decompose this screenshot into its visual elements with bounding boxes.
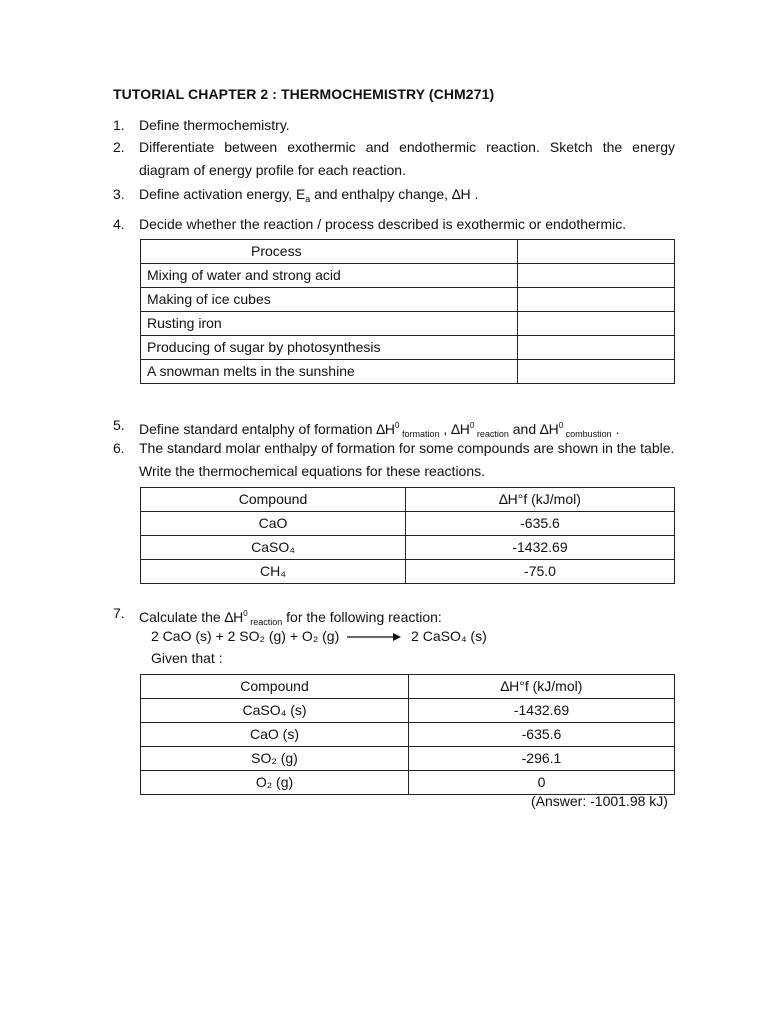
equation-reactants: 2 CaO (s) + 2 SO₂ (g) + O₂ (g)	[151, 628, 340, 644]
compound-cell: SO₂ (g)	[141, 747, 409, 771]
subscript: combustion	[563, 429, 612, 439]
question-number: 3.	[113, 186, 125, 202]
table-cell-empty	[518, 336, 675, 360]
question-number: 4.	[113, 216, 125, 232]
question-2	[113, 136, 675, 182]
question-3	[113, 183, 675, 211]
question-text-part: and ∆H	[508, 421, 559, 437]
table-row	[141, 336, 675, 360]
compound-cell: CaO (s)	[141, 723, 409, 747]
superscript: 0	[395, 421, 400, 430]
process-table	[140, 239, 675, 384]
subscript: a	[305, 194, 311, 204]
compound-cell: O₂ (g)	[141, 771, 409, 795]
table-cell-empty	[518, 264, 675, 288]
table-header-row	[141, 488, 675, 512]
page-title: TUTORIAL CHAPTER 2 : THERMOCHEMISTRY (CHM271)	[113, 86, 495, 102]
table-header-process: Process	[141, 240, 518, 264]
question-1	[113, 114, 675, 137]
process-cell: Producing of sugar by photosynthesis	[141, 336, 518, 360]
table-row	[141, 288, 675, 312]
question-number: 7.	[113, 605, 125, 621]
question-text: Differentiate between exothermic and endothermic reaction. Sketch the energy diagram of energy profile for each reaction.	[139, 139, 675, 178]
enthalpy-cell: -75.0	[406, 560, 675, 584]
enthalpy-cell: 0	[409, 771, 675, 795]
table-cell-empty	[518, 360, 675, 384]
enthalpy-cell: -635.6	[406, 512, 675, 536]
table-row	[141, 264, 675, 288]
question-text	[139, 183, 675, 211]
table-row	[141, 699, 675, 723]
table-cell-empty	[518, 312, 675, 336]
compound-cell: CH₄	[141, 560, 406, 584]
table-cell-empty	[518, 288, 675, 312]
table-cell-empty	[518, 240, 675, 264]
table-header-row	[141, 240, 675, 264]
question-number: 1.	[113, 117, 125, 133]
enthalpy-table	[140, 487, 675, 584]
question-text-part: Calculate the ∆H	[139, 609, 244, 625]
question-text-part: and enthalpy change, ∆H .	[310, 186, 479, 202]
question-text-part: , ∆H	[439, 421, 470, 437]
table-header-enthalpy: ∆H°f (kJ/mol)	[409, 675, 675, 699]
question-6	[113, 437, 675, 483]
compound-cell: CaO	[141, 512, 406, 536]
table-row	[141, 360, 675, 384]
table-header-enthalpy: ∆H°f (kJ/mol)	[406, 488, 675, 512]
compound-cell: CaSO₄	[141, 536, 406, 560]
question-text-part: for the following reaction:	[282, 609, 442, 625]
process-cell: Mixing of water and strong acid	[141, 264, 518, 288]
table-header-compound: Compound	[141, 675, 409, 699]
question-text: The standard molar enthalpy of formation for some compounds are shown in the table. Write the thermochemical equations for these reactions.	[139, 440, 675, 479]
chemical-equation	[151, 626, 487, 646]
equation-product: 2 CaSO₄ (s)	[411, 628, 487, 644]
question-number: 6.	[113, 440, 125, 456]
table-row	[141, 560, 675, 584]
enthalpy-cell: -1432.69	[406, 536, 675, 560]
table-row	[141, 312, 675, 336]
subscript: formation	[399, 429, 440, 439]
table-row	[141, 723, 675, 747]
question-4	[113, 213, 675, 236]
table-row	[141, 512, 675, 536]
question-number: 5.	[113, 417, 125, 433]
subscript: reaction	[247, 617, 283, 627]
given-label: Given that :	[151, 650, 223, 666]
given-enthalpy-table	[140, 674, 675, 795]
table-row	[141, 536, 675, 560]
enthalpy-cell: -296.1	[409, 747, 675, 771]
process-cell: Making of ice cubes	[141, 288, 518, 312]
question-text: Define thermochemistry.	[139, 117, 290, 133]
enthalpy-cell: -1432.69	[409, 699, 675, 723]
process-cell: Rusting iron	[141, 312, 518, 336]
question-text-part: Define activation energy, E	[139, 186, 306, 202]
reaction-arrow-icon	[347, 632, 401, 642]
enthalpy-cell: -635.6	[409, 723, 675, 747]
superscript: 0	[243, 609, 248, 618]
superscript: 0	[558, 421, 564, 430]
question-text: Decide whether the reaction / process described is exothermic or endothermic.	[139, 216, 627, 232]
subscript: reaction	[474, 429, 509, 439]
process-cell: A snowman melts in the sunshine	[141, 360, 518, 384]
question-text-part: .	[611, 421, 620, 437]
table-header-row	[141, 675, 675, 699]
table-row	[141, 747, 675, 771]
superscript: 0	[469, 421, 475, 430]
answer-text: (Answer: -1001.98 kJ)	[531, 793, 668, 809]
question-text-part: Define standard entalphy of formation ∆H	[139, 421, 396, 437]
compound-cell: CaSO₄ (s)	[141, 699, 409, 723]
question-number: 2.	[113, 139, 125, 155]
table-header-compound: Compound	[141, 488, 406, 512]
table-row	[141, 771, 675, 795]
